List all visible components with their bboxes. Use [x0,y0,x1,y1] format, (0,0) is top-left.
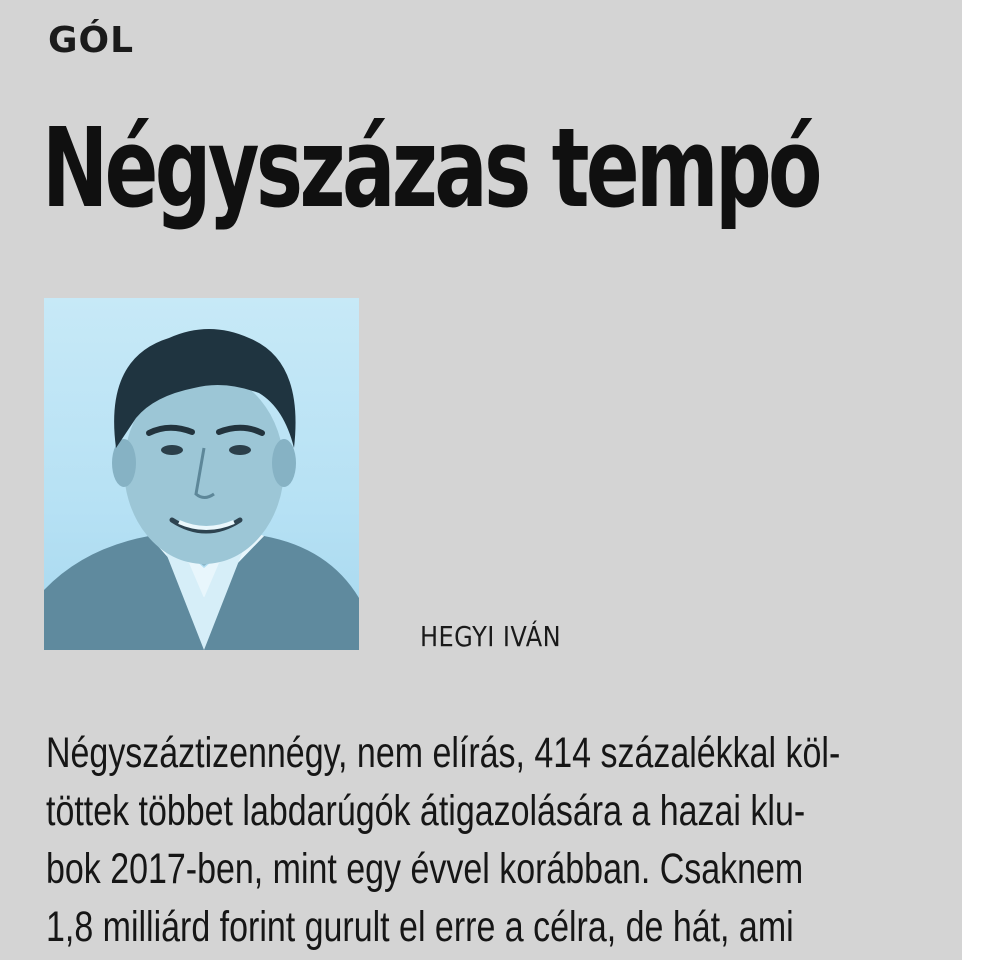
author-portrait-icon [44,298,359,650]
body-line: Négyszáztizennégy, nem elírás, 414 százalékkal köl- [46,729,841,777]
body-line: töttek többet labdarúgók átigazolására a hazai klu- [46,787,806,835]
section-rubric: GÓL [48,20,135,61]
article-body [46,724,931,956]
article-headline: Négyszázas tempó [42,104,819,232]
author-byline: HEGYI IVÁN [420,620,562,653]
page-margin [962,0,1000,960]
body-line: 1,8 milliárd forint gurult el erre a célra, de hát, ami [46,903,794,951]
body-line: bok 2017-ben, mint egy évvel korábban. Csaknem [46,845,804,893]
author-portrait [44,298,359,650]
